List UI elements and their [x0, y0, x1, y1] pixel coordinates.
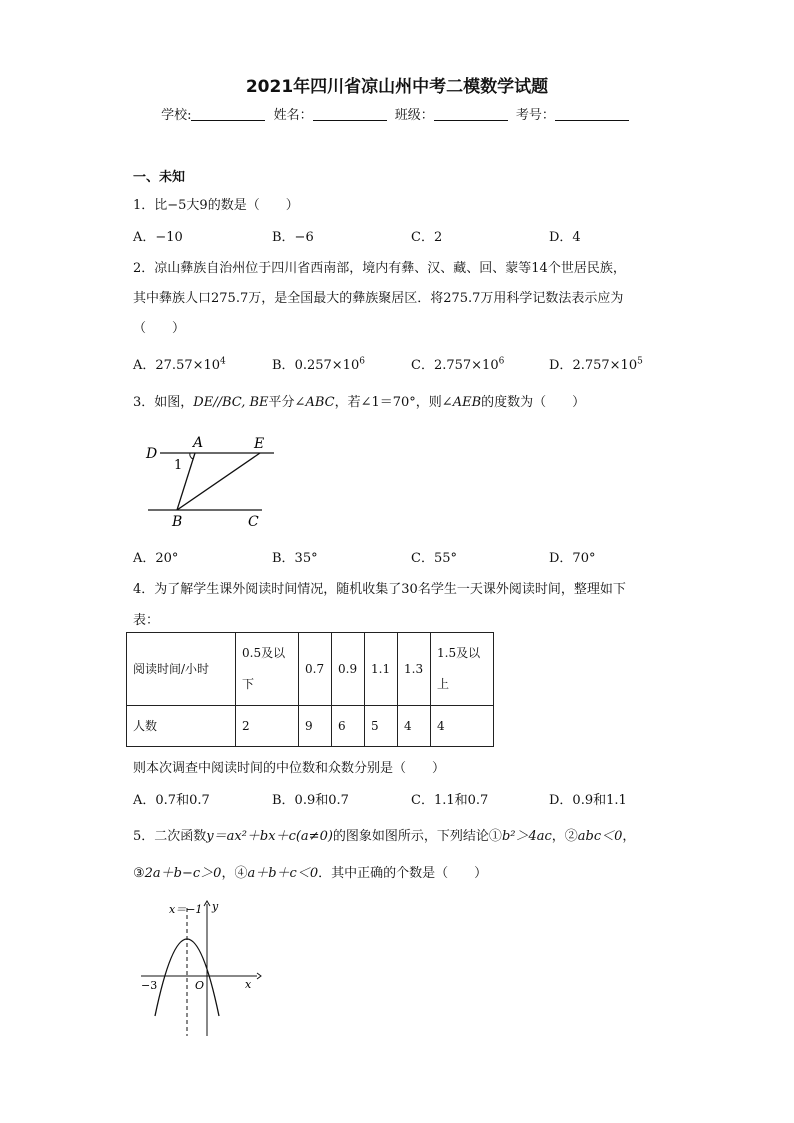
table-cell: 4	[431, 706, 494, 747]
q2-option-b-base: 0.257×10	[294, 358, 360, 373]
q5-line1-a: 5．二次函数	[133, 829, 207, 844]
label-d: D	[146, 446, 158, 462]
student-info-line	[0, 104, 794, 123]
page-title: 2021年四川省凉山州中考二模数学试题	[245, 77, 549, 97]
q2-option-c-label: C．	[411, 358, 434, 373]
q2-option-d-label: D．	[549, 358, 573, 373]
q3-stem-f: AEB	[452, 395, 482, 410]
table-cell: 1.3	[398, 633, 431, 706]
section-heading: 一、未知	[133, 170, 186, 185]
q5-line1-e: ，②	[551, 829, 578, 844]
table-cell: 6	[332, 706, 365, 747]
school-blank[interactable]	[191, 108, 265, 121]
q5-line2-b: 2a＋b−c＞0	[144, 866, 222, 881]
angle1-arc	[190, 453, 193, 459]
q5-stem-line1	[133, 825, 635, 844]
q5-figure	[135, 896, 270, 1044]
q4-stem-line1: 4．为了解学生课外阅读时间情况，随机收集了30名学生一天课外阅读时间，整理如下	[133, 582, 626, 597]
q3-stem-c: 平分∠	[268, 395, 306, 410]
class-label: 班级：	[394, 108, 434, 123]
q3-stem-b: DE//BC, BE	[193, 395, 269, 410]
q5-line1-c: 的图象如图所示，下列结论①	[332, 829, 502, 844]
q2-option-c[interactable]	[411, 354, 504, 373]
q2-option-b-label: B．	[272, 358, 295, 373]
q2-option-a-label: A．	[133, 358, 156, 373]
table-cell: 0.7	[299, 633, 332, 706]
number-blank[interactable]	[555, 108, 629, 121]
q2-option-b-exp: 6	[359, 356, 365, 367]
q2-option-d-base: 2.757×10	[572, 358, 638, 373]
table-cell: 0.5及以下	[236, 633, 299, 706]
q3-stem-d: ABC	[305, 395, 335, 410]
q5-line2-d: a＋b＋c＜0	[247, 866, 319, 881]
q2-option-d-exp: 5	[637, 356, 643, 367]
q4-option-c[interactable]: C．1.1和0.7	[411, 793, 489, 808]
q1-option-d[interactable]: D．4	[549, 230, 581, 245]
label-c: C	[248, 514, 259, 530]
q4-stem-line2: 表：	[133, 613, 160, 628]
q2-option-a-base: 27.57×10	[155, 358, 221, 373]
q2-option-c-base: 2.757×10	[433, 358, 499, 373]
name-label: 姓名：	[273, 108, 313, 123]
label-e: E	[254, 436, 265, 452]
q5-stem-line2	[133, 862, 487, 881]
q3-option-c[interactable]: C．55°	[411, 551, 457, 566]
q1-option-a[interactable]: A．−10	[133, 230, 183, 245]
q2-option-b[interactable]	[272, 354, 365, 373]
number-label: 考号：	[515, 108, 555, 123]
q3-option-d[interactable]: D．70°	[549, 551, 596, 566]
label-x: x	[245, 978, 252, 991]
q3-stem	[133, 391, 585, 410]
q2-stem-line1: 2．凉山彝族自治州位于四川省西南部，境内有彝、汉、藏、回、蒙等14个世居民族，	[133, 261, 626, 276]
segment-be	[177, 453, 260, 510]
q2-option-a[interactable]	[133, 354, 226, 373]
label-a: A	[193, 435, 204, 451]
label-origin: O	[195, 979, 205, 992]
q2-option-a-exp: 4	[220, 356, 226, 367]
class-blank[interactable]	[434, 108, 508, 121]
q5-line2-c: ，④	[221, 866, 248, 881]
q3-option-a[interactable]: A．20°	[133, 551, 179, 566]
q3-option-b[interactable]: B．35°	[272, 551, 318, 566]
q2-stem-line3: （ ）	[133, 321, 186, 336]
table-cell: 阅读时间/小时	[127, 633, 236, 706]
q5-line1-f: abc＜0	[577, 829, 623, 844]
q1-option-c[interactable]: C．2	[411, 230, 443, 245]
q2-option-c-exp: 6	[498, 356, 505, 367]
q3-stem-e: ，若∠1＝70°，则∠	[334, 395, 453, 410]
table-cell: 2	[236, 706, 299, 747]
table-row	[127, 706, 494, 747]
q5-line1-b: y＝ax²＋bx＋c(a≠0)	[206, 829, 333, 844]
table-cell: 5	[365, 706, 398, 747]
q3-stem-a: 3．如图，	[133, 395, 194, 410]
name-blank[interactable]	[313, 108, 387, 121]
q2-stem-line2: 其中彝族人口275.7万，是全国最大的彝族聚居区．将275.7万用科学记数法表示应为	[133, 291, 624, 306]
table-cell: 9	[299, 706, 332, 747]
table-cell: 人数	[127, 706, 236, 747]
q2-option-d[interactable]	[549, 354, 643, 373]
q1-option-b[interactable]: B．−6	[272, 230, 314, 245]
label-b: B	[172, 514, 183, 530]
q4-option-b[interactable]: B．0.9和0.7	[272, 793, 349, 808]
label-angle1: 1	[174, 458, 183, 473]
label-neg3: −3	[141, 979, 158, 992]
table-cell: 1.1	[365, 633, 398, 706]
q5-line2-a: ③	[133, 866, 145, 881]
q3-stem-g: 的度数为（ ）	[481, 395, 586, 410]
label-x-eq: x＝−1	[169, 903, 203, 916]
q5-line1-d: b²＞4ac	[501, 829, 552, 844]
table-cell: 0.9	[332, 633, 365, 706]
q5-line1-g: ，	[622, 829, 636, 844]
q4-after-table: 则本次调查中阅读时间的中位数和众数分别是（ ）	[133, 761, 446, 776]
q3-figure	[140, 430, 290, 535]
q4-table	[126, 632, 494, 747]
table-cell: 1.5及以上	[431, 633, 494, 706]
q4-option-a[interactable]: A．0.7和0.7	[133, 793, 210, 808]
table-cell: 4	[398, 706, 431, 747]
table-row	[127, 633, 494, 706]
q5-line2-e: ．其中正确的个数是（ ）	[318, 866, 488, 881]
q4-option-d[interactable]: D．0.9和1.1	[549, 793, 627, 808]
school-label: 学校:	[161, 108, 192, 123]
label-y: y	[212, 900, 219, 913]
x-axis-arrow	[257, 973, 261, 979]
q1-stem: 1．比−5大9的数是（ ）	[133, 198, 299, 213]
